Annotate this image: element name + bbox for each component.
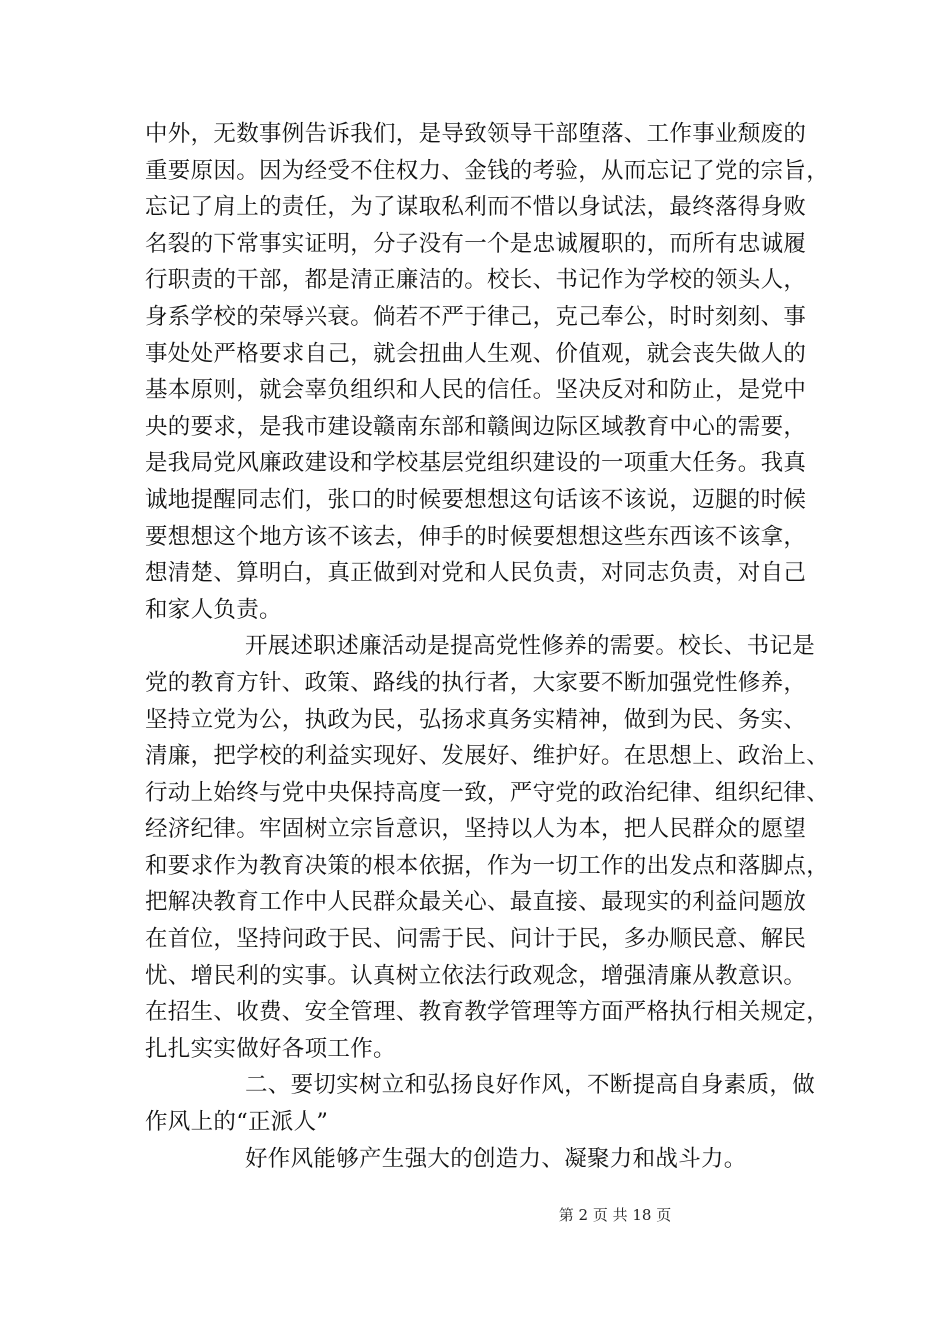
text-line: 央的要求，是我市建设赣南东部和赣闽边际区域教育中心的需要，	[145, 413, 807, 440]
text-line: 行职责的干部，都是清正廉洁的。校长、书记作为学校的领头人，	[145, 267, 807, 294]
text-line: 扎扎实实做好各项工作。	[145, 1035, 396, 1062]
document-body	[145, 116, 830, 1177]
text-line: 忧、增民利的实事。认真树立依法行政观念，增强清廉从教意识。	[145, 962, 807, 989]
text-line: 作风上的“正派人”	[145, 1109, 329, 1136]
text-line: 是我局党风廉政建设和学校基层党组织建设的一项重大任务。我真	[145, 450, 807, 477]
page-number-footer: 第 2 页 共 18 页	[558, 1206, 672, 1224]
text-line: 二、要切实树立和弘扬良好作风，不断提高自身素质，做	[245, 1072, 816, 1099]
text-line: 想清楚、算明白，真正做到对党和人民负责，对同志负责，对自己	[145, 560, 807, 587]
text-line: 经济纪律。牢固树立宗旨意识，坚持以人为本，把人民群众的愿望	[145, 816, 807, 843]
text-line: 好作风能够产生强大的创造力、凝聚力和战斗力。	[245, 1145, 747, 1172]
text-line: 开展述职述廉活动是提高党性修养的需要。校长、书记是	[245, 633, 816, 660]
text-line: 身系学校的荣辱兴衰。倘若不严于律己，克己奉公，时时刻刻、事	[145, 303, 807, 330]
text-line: 在首位，坚持问政于民、问需于民、问计于民，多办顺民意、解民	[145, 926, 807, 953]
text-line: 清廉，把学校的利益实现好、发展好、维护好。在思想上、政治上、	[145, 743, 830, 770]
text-line: 和家人负责。	[145, 596, 282, 623]
text-line: 要想想这个地方该不该去，伸手的时候要想想这些东西该不该拿，	[145, 523, 807, 550]
text-line: 在招生、收费、安全管理、教育教学管理等方面严格执行相关规定，	[145, 999, 830, 1026]
text-line: 事处处严格要求自己，就会扭曲人生观、价值观，就会丧失做人的	[145, 340, 807, 367]
text-line: 诚地提醒同志们，张口的时候要想想这句话该不该说，迈腿的时候	[145, 486, 807, 513]
text-line: 行动上始终与党中央保持高度一致，严守党的政治纪律、组织纪律、	[145, 779, 830, 806]
text-line: 名裂的下常事实证明，分子没有一个是忠诚履职的，而所有忠诚履	[145, 230, 807, 257]
text-line: 把解决教育工作中人民群众最关心、最直接、最现实的利益问题放	[145, 889, 807, 916]
text-line: 中外，无数事例告诉我们，是导致领导干部堕落、工作事业颓废的	[145, 121, 807, 147]
text-line: 重要原因。因为经受不住权力、金钱的考验，从而忘记了党的宗旨，	[145, 157, 830, 184]
text-line: 党的教育方针、政策、路线的执行者，大家要不断加强党性修养，	[145, 669, 807, 696]
text-line: 坚持立党为公，执政为民，弘扬求真务实精神，做到为民、务实、	[145, 706, 807, 733]
text-line: 忘记了肩上的责任，为了谋取私利而不惜以身试法，最终落得身败	[145, 194, 807, 221]
text-line: 基本原则，就会辜负组织和人民的信任。坚决反对和防止，是党中	[145, 377, 807, 404]
text-line: 和要求作为教育决策的根本依据，作为一切工作的出发点和落脚点，	[145, 852, 830, 879]
